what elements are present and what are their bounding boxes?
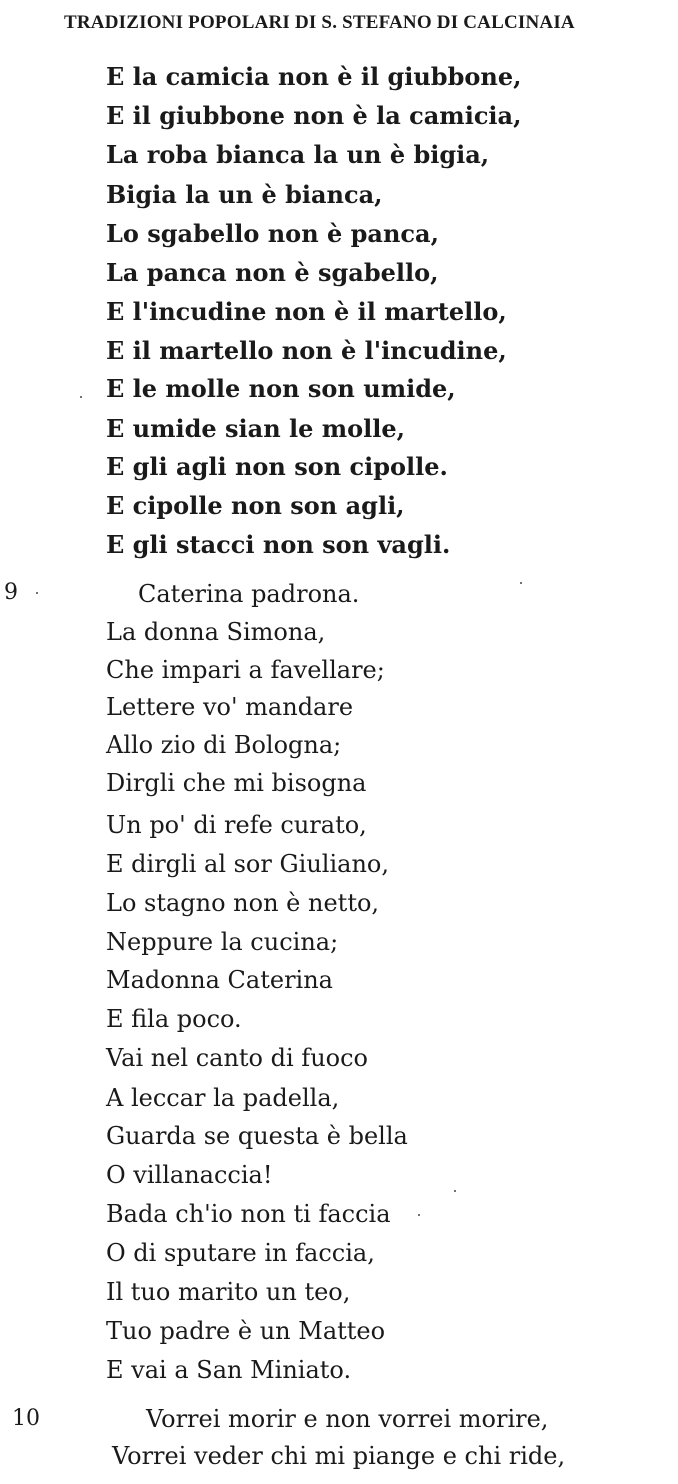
print-speck	[520, 582, 522, 584]
verse-line: Madonna Caterina	[106, 966, 333, 994]
verse-line: Vorrei morir e non vorrei morire,	[146, 1405, 549, 1433]
verse-line: A leccar la padella,	[106, 1084, 340, 1112]
verse-line: E gli agli non son cipolle.	[106, 452, 448, 481]
verse-line: Tuo padre è un Matteo	[106, 1317, 386, 1345]
stanza-number: 9	[4, 580, 18, 605]
print-speck	[36, 592, 38, 594]
verse-line: La donna Simona,	[106, 618, 326, 646]
verse-line: Caterina padrona.	[138, 580, 360, 608]
running-head: TRADIZIONI POPOLARI DI S. STEFANO DI CALCINAIA	[64, 12, 575, 33]
verse-line: La panca non è sgabello,	[106, 258, 439, 287]
verse-line: E cipolle non son agli,	[106, 491, 405, 520]
verse-line: Bigia la un è bianca,	[106, 180, 383, 209]
verse-line: E le molle non son umide,	[106, 374, 456, 403]
verse-line: La roba bianca la un è bigia,	[106, 140, 490, 169]
verse-line: Il tuo marito un teo,	[106, 1278, 351, 1306]
verse-line: O villanaccia!	[106, 1161, 273, 1189]
verse-line: Lettere vo' mandare	[106, 693, 354, 721]
verse-line: E il martello non è l'incudine,	[106, 336, 507, 365]
verse-line: E vai a San Miniato.	[106, 1356, 352, 1384]
verse-line: E fila poco.	[106, 1005, 242, 1033]
verse-line: Che impari a favellare;	[106, 656, 385, 684]
verse-line: E gli stacci non son vagli.	[106, 530, 451, 559]
verse-line: E il giubbone non è la camicia,	[106, 101, 522, 130]
verse-line: E la camicia non è il giubbone,	[106, 62, 522, 91]
verse-line: Vorrei veder chi mi piange e chi ride,	[112, 1442, 566, 1470]
print-speck	[454, 1190, 456, 1192]
verse-line: Bada ch'io non ti faccia	[106, 1200, 391, 1228]
verse-line: Neppure la cucina;	[106, 928, 339, 956]
verse-line: Allo zio di Bologna;	[106, 731, 342, 759]
verse-line: Lo sgabello non è panca,	[106, 219, 439, 248]
verse-line: E l'incudine non è il martello,	[106, 297, 507, 326]
verse-line: E umide sian le molle,	[106, 414, 406, 443]
verse-line: Dirgli che mi bisogna	[106, 769, 367, 797]
verse-line: Lo stagno non è netto,	[106, 889, 380, 917]
verse-line: E dirgli al sor Giuliano,	[106, 850, 389, 878]
verse-line: Un po' di refe curato,	[106, 811, 367, 839]
print-speck	[418, 1214, 420, 1216]
verse-line: O di sputare in faccia,	[106, 1239, 375, 1267]
verse-line: Vai nel canto di fuoco	[106, 1044, 368, 1072]
stanza-number: 10	[12, 1406, 40, 1431]
print-speck	[80, 396, 82, 398]
verse-line: Guarda se questa è bella	[106, 1122, 408, 1150]
